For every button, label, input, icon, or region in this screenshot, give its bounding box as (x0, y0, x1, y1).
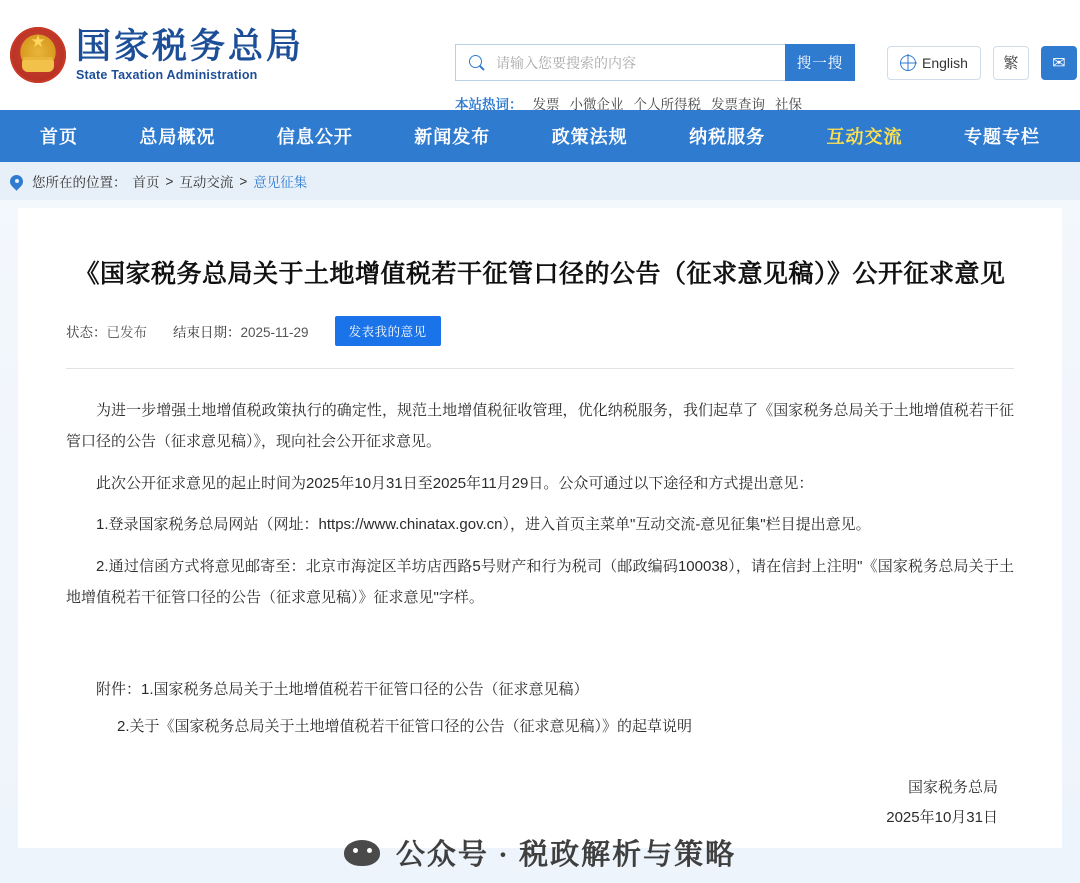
location-pin-icon (10, 175, 23, 188)
logo-text (76, 28, 304, 82)
mail-icon[interactable]: ✉ (1041, 46, 1077, 80)
article-body (66, 395, 1014, 614)
hot-word-2[interactable]: 个人所得税 (633, 97, 701, 112)
hot-word-4[interactable]: 社保 (775, 97, 802, 112)
main-navigation (0, 110, 1080, 162)
nav-item-news[interactable]: 新闻发布 (414, 127, 491, 147)
breadcrumb-item-interaction[interactable]: 互动交流 (179, 175, 234, 190)
status-value: 已发布 (106, 324, 147, 340)
breadcrumb-item-opinion-collection[interactable]: 意见征集 (253, 175, 308, 190)
search-box[interactable] (455, 44, 785, 81)
hot-word-3[interactable]: 发票查询 (711, 97, 765, 112)
nav-item-overview[interactable]: 总局概况 (139, 127, 216, 147)
search-row (455, 44, 1077, 81)
site-header (0, 0, 1080, 110)
hot-word-1[interactable]: 小微企业 (569, 97, 624, 112)
search-input[interactable] (494, 54, 777, 72)
nav-item-special-topics[interactable]: 专题专栏 (963, 127, 1040, 147)
hot-words-label: 本站热词： (455, 97, 523, 112)
status-field (66, 321, 147, 341)
breadcrumb-item-home[interactable]: 首页 (132, 175, 160, 190)
paragraph-2: 此次公开征求意见的起止时间为2025年10月31日至2025年11月29日。公众可通过以下途径和方式提出意见： (96, 474, 814, 492)
end-date-field (173, 321, 309, 341)
paragraph-1: 为进一步增强土地增值税政策执行的确定性，规范土地增值税征收管理，优化纳税服务，我们起草了《国家税务总局关于土地增值税若干征管口径的公告（征求意见稿）》，现向社会公开征求意见。 (66, 401, 1014, 450)
attachments (66, 674, 1014, 743)
nav-item-home[interactable]: 首页 (40, 127, 78, 147)
traditional-chinese-button[interactable]: 繁 (993, 46, 1029, 80)
article-meta (66, 316, 1014, 369)
english-language-button[interactable] (887, 46, 981, 80)
attachments-label: 附件： (96, 680, 142, 698)
logo-title-cn: 国家税务总局 (76, 27, 305, 67)
breadcrumb-separator-2: > (239, 173, 248, 189)
attachment-1 (66, 674, 1014, 706)
end-date-value: 2025-11-29 (240, 324, 309, 340)
nav-item-tax-service[interactable]: 纳税服务 (689, 127, 766, 147)
breadcrumb-separator-1: > (165, 173, 174, 189)
breadcrumb (0, 162, 1080, 200)
signature (66, 773, 1014, 833)
nav-item-policy[interactable]: 政策法规 (551, 127, 628, 147)
signature-date: 2025年10月31日 (886, 808, 998, 826)
breadcrumb-prefix: 您所在的位置： (32, 175, 127, 190)
watermark-text: 公众号 · 税政解析与策略 (395, 839, 737, 871)
page-title: 《国家税务总局关于土地增值税若干征管口径的公告（征求意见稿）》公开征求意见 (74, 260, 1006, 288)
site-logo[interactable] (10, 27, 304, 83)
end-date-label: 结束日期： (173, 324, 241, 340)
nav-item-interaction[interactable]: 互动交流 (826, 127, 903, 147)
article-card (18, 208, 1062, 848)
hot-word-0[interactable]: 发票 (532, 97, 560, 112)
hot-words (455, 93, 802, 113)
nav-item-information-disclosure[interactable]: 信息公开 (276, 127, 353, 147)
attachment-1-text[interactable]: 1.国家税务总局关于土地增值税若干征管口径的公告（征求意见稿） (141, 680, 589, 698)
search-button[interactable]: 搜一搜 (785, 44, 855, 81)
english-label: English (922, 54, 968, 71)
attachment-2 (66, 711, 1014, 743)
submit-opinion-button[interactable]: 发表我的意见 (335, 316, 441, 346)
globe-icon (900, 55, 916, 71)
logo-title-en: State Taxation Administration (76, 67, 258, 82)
search-icon (468, 54, 486, 72)
search-area (455, 44, 1077, 113)
status-label: 状态： (66, 324, 107, 340)
paragraph-3: 1.登录国家税务总局网站（网址：https://www.chinatax.gov.cn），进入首页主菜单"互动交流-意见征集"栏目提出意见。 (96, 516, 871, 533)
national-emblem-icon (10, 27, 66, 83)
attachment-2-text[interactable]: 2.关于《国家税务总局关于土地增值税若干征管口径的公告（征求意见稿）》的起草说明 (117, 718, 693, 735)
paragraph-4: 2.通过信函方式将意见邮寄至：北京市海淀区羊坊店西路5号财产和行为税司（邮政编码100038），请在信封上注明"《国家税务总局关于土地增值税若干征管口径的公告（征求意见稿）》征求意见"字样。 (66, 557, 1014, 606)
signature-org: 国家税务总局 (907, 778, 998, 796)
